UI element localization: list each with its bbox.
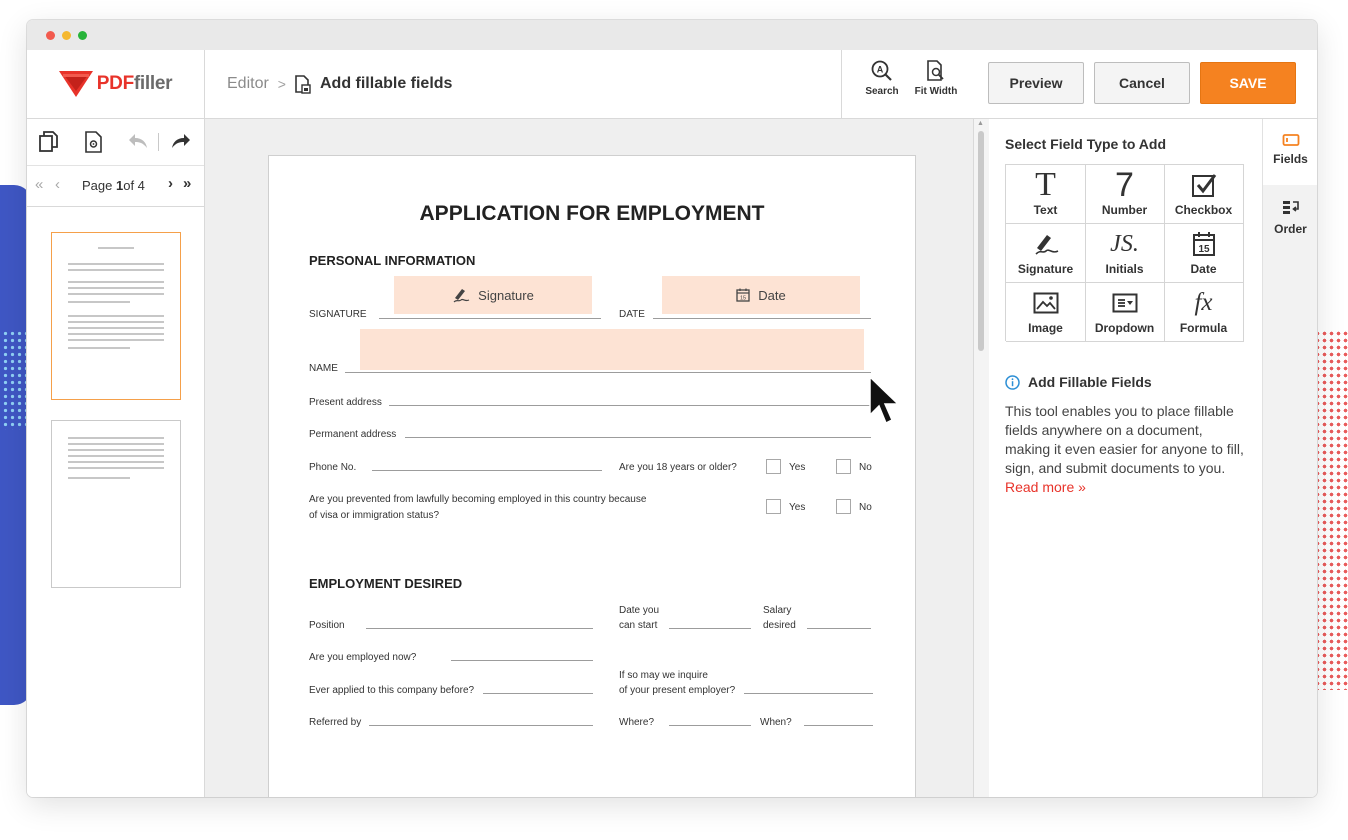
inquire-label-line1: If so may we inquire bbox=[619, 670, 708, 681]
formula-fx-icon: fx bbox=[1194, 289, 1213, 316]
age-question: Are you 18 years or older? bbox=[619, 462, 737, 473]
initials-icon: JS. bbox=[1110, 231, 1139, 257]
checkbox-icon bbox=[1191, 172, 1217, 198]
tab-order[interactable] bbox=[1263, 185, 1317, 251]
page-navigator bbox=[27, 165, 204, 207]
page-indicator: Page 1of 4 bbox=[82, 178, 145, 193]
order-tab-icon bbox=[1282, 199, 1300, 217]
undo-icon[interactable] bbox=[127, 131, 149, 151]
page-settings-icon[interactable] bbox=[85, 131, 103, 153]
permanent-address-label: Permanent address bbox=[309, 429, 397, 440]
scroll-up-icon[interactable]: ▲ bbox=[977, 120, 984, 127]
referred-by-label: Referred by bbox=[309, 717, 362, 728]
pages-toolbar bbox=[27, 119, 204, 165]
when-label: When? bbox=[760, 717, 792, 728]
field-type-checkbox[interactable] bbox=[1164, 165, 1244, 224]
date-start-label-line2: can start bbox=[619, 620, 658, 631]
section-employment-desired: EMPLOYMENT DESIRED bbox=[309, 576, 463, 591]
date-start-label-line1: Date you bbox=[619, 605, 660, 616]
save-button[interactable]: SAVE bbox=[1200, 62, 1296, 104]
name-label: NAME bbox=[309, 363, 338, 374]
prev-page-icon[interactable]: ‹ bbox=[55, 176, 60, 193]
fit-width-icon bbox=[926, 60, 946, 82]
field-type-initials[interactable] bbox=[1085, 224, 1165, 283]
window-minimize-dot[interactable] bbox=[62, 31, 71, 40]
editor-header bbox=[27, 50, 1317, 119]
search-icon bbox=[871, 60, 893, 82]
document-canvas bbox=[205, 119, 973, 797]
breadcrumb-separator: > bbox=[277, 76, 286, 92]
window-close-dot[interactable] bbox=[46, 31, 55, 40]
last-page-icon[interactable]: » bbox=[183, 175, 192, 192]
field-type-signature[interactable] bbox=[1006, 224, 1086, 283]
cancel-button[interactable]: Cancel bbox=[1094, 62, 1190, 104]
field-type-text[interactable] bbox=[1006, 165, 1086, 224]
svg-text:15: 15 bbox=[740, 295, 747, 302]
field-type-label: Checkbox bbox=[1174, 203, 1233, 217]
toolbar-divider bbox=[158, 133, 159, 151]
signature-pen-icon bbox=[452, 287, 470, 303]
field-type-label: Number bbox=[1101, 203, 1148, 217]
search-tool-button[interactable] bbox=[862, 60, 902, 97]
section-personal-information: PERSONAL INFORMATION bbox=[309, 253, 476, 268]
fillable-document-icon bbox=[295, 75, 311, 94]
field-type-dropdown[interactable] bbox=[1085, 283, 1165, 342]
prevented-question-line2: of visa or immigration status? bbox=[309, 510, 440, 521]
calendar-icon bbox=[1192, 231, 1216, 257]
age-no-checkbox[interactable] bbox=[836, 459, 851, 474]
pages-panel bbox=[27, 119, 205, 797]
fit-width-tool-label: Fit Width bbox=[914, 86, 958, 97]
breadcrumb-editor[interactable]: Editor bbox=[227, 75, 269, 92]
page-thumbnail-1[interactable] bbox=[51, 232, 181, 400]
name-field[interactable] bbox=[360, 329, 864, 370]
document-scrollbar[interactable] bbox=[973, 119, 990, 797]
fields-tab-icon bbox=[1282, 133, 1300, 147]
mouse-cursor-icon bbox=[868, 375, 902, 431]
age-yes-checkbox[interactable] bbox=[766, 459, 781, 474]
logo-wordmark: PDFfiller bbox=[96, 73, 173, 94]
field-type-label: Formula bbox=[1179, 321, 1228, 335]
pdffiller-logo-icon bbox=[59, 71, 93, 97]
salary-label-line2: desired bbox=[763, 620, 796, 631]
page-title: Add fillable fields bbox=[319, 75, 453, 92]
copy-pages-icon[interactable] bbox=[39, 131, 59, 153]
visa-no-label: No bbox=[859, 502, 872, 513]
field-type-label: Text bbox=[1033, 203, 1058, 217]
document-title: APPLICATION FOR EMPLOYMENT bbox=[419, 202, 765, 225]
info-description: This tool enables you to place fillable fields anywhere on a document, making it even easier for anyone to fill, sign, and submit documents to you. Read more » bbox=[1005, 403, 1244, 495]
view-tools bbox=[841, 50, 966, 118]
signature-field[interactable] bbox=[394, 276, 592, 314]
salary-label-line1: Salary bbox=[763, 605, 792, 616]
age-no-label: No bbox=[859, 462, 872, 473]
field-type-label: Date bbox=[1190, 262, 1217, 276]
date-label: DATE bbox=[619, 309, 645, 320]
signature-label: SIGNATURE bbox=[309, 309, 367, 320]
visa-yes-label: Yes bbox=[789, 502, 806, 513]
field-type-date[interactable] bbox=[1164, 224, 1244, 283]
signature-field-label: Signature bbox=[478, 287, 534, 303]
scrollbar-thumb[interactable] bbox=[978, 131, 984, 351]
employed-now-label: Are you employed now? bbox=[309, 652, 417, 663]
window-maximize-dot[interactable] bbox=[78, 31, 87, 40]
field-type-formula[interactable] bbox=[1164, 283, 1244, 342]
inquire-label-line2: of your present employer? bbox=[619, 685, 736, 696]
field-types-title: Select Field Type to Add bbox=[1005, 136, 1167, 152]
logo[interactable] bbox=[27, 50, 205, 118]
tab-fields[interactable] bbox=[1263, 119, 1317, 185]
fit-width-tool-button[interactable] bbox=[908, 60, 964, 97]
present-address-label: Present address bbox=[309, 397, 382, 408]
tab-fields-label: Fields bbox=[1273, 152, 1308, 166]
app-window bbox=[27, 20, 1317, 797]
prevented-question-line1: Are you prevented from lawfully becoming employed in this country because bbox=[309, 494, 647, 505]
field-types-panel bbox=[989, 119, 1262, 797]
tab-order-label: Order bbox=[1274, 222, 1307, 236]
page-thumbnail-2[interactable] bbox=[51, 420, 181, 588]
breadcrumb bbox=[227, 50, 452, 118]
visa-yes-checkbox[interactable] bbox=[766, 499, 781, 514]
document-page bbox=[268, 155, 916, 797]
field-type-label: Initials bbox=[1105, 262, 1144, 276]
window-titlebar bbox=[27, 20, 1317, 50]
number-7-icon: 7 bbox=[1115, 166, 1134, 204]
phone-label: Phone No. bbox=[309, 462, 357, 473]
visa-no-checkbox[interactable] bbox=[836, 499, 851, 514]
info-title: Add Fillable Fields bbox=[1028, 374, 1152, 390]
info-icon bbox=[1005, 375, 1020, 390]
age-yes-label: Yes bbox=[789, 462, 806, 473]
text-T-icon: T bbox=[1035, 166, 1056, 203]
position-label: Position bbox=[309, 620, 345, 631]
field-type-label: Dropdown bbox=[1094, 321, 1155, 335]
redo-icon[interactable] bbox=[170, 131, 192, 151]
signature-pen-icon bbox=[1033, 232, 1059, 256]
next-page-icon[interactable]: › bbox=[168, 175, 173, 192]
field-type-number[interactable] bbox=[1085, 165, 1165, 224]
applied-before-label: Ever applied to this company before? bbox=[309, 685, 475, 696]
side-tabs bbox=[1262, 119, 1317, 797]
background-dots-right bbox=[1314, 330, 1348, 690]
field-type-grid bbox=[1005, 164, 1244, 341]
date-field[interactable] bbox=[662, 276, 860, 314]
preview-button[interactable]: Preview bbox=[988, 62, 1084, 104]
dropdown-icon bbox=[1112, 293, 1138, 313]
read-more-link[interactable]: Read more » bbox=[1005, 479, 1086, 495]
calendar-icon bbox=[736, 288, 750, 302]
search-tool-label: Search bbox=[865, 86, 899, 97]
where-label: Where? bbox=[619, 717, 655, 728]
field-type-label: Image bbox=[1028, 321, 1063, 335]
svg-text:A: A bbox=[876, 64, 884, 75]
field-type-image[interactable] bbox=[1006, 283, 1086, 342]
svg-text:15: 15 bbox=[1197, 244, 1210, 255]
first-page-icon[interactable]: « bbox=[35, 176, 44, 193]
background-dots-left bbox=[2, 330, 26, 430]
field-type-label: Signature bbox=[1017, 262, 1074, 276]
info-heading bbox=[1005, 374, 1152, 390]
date-field-label: Date bbox=[758, 287, 786, 303]
image-icon bbox=[1033, 292, 1059, 314]
